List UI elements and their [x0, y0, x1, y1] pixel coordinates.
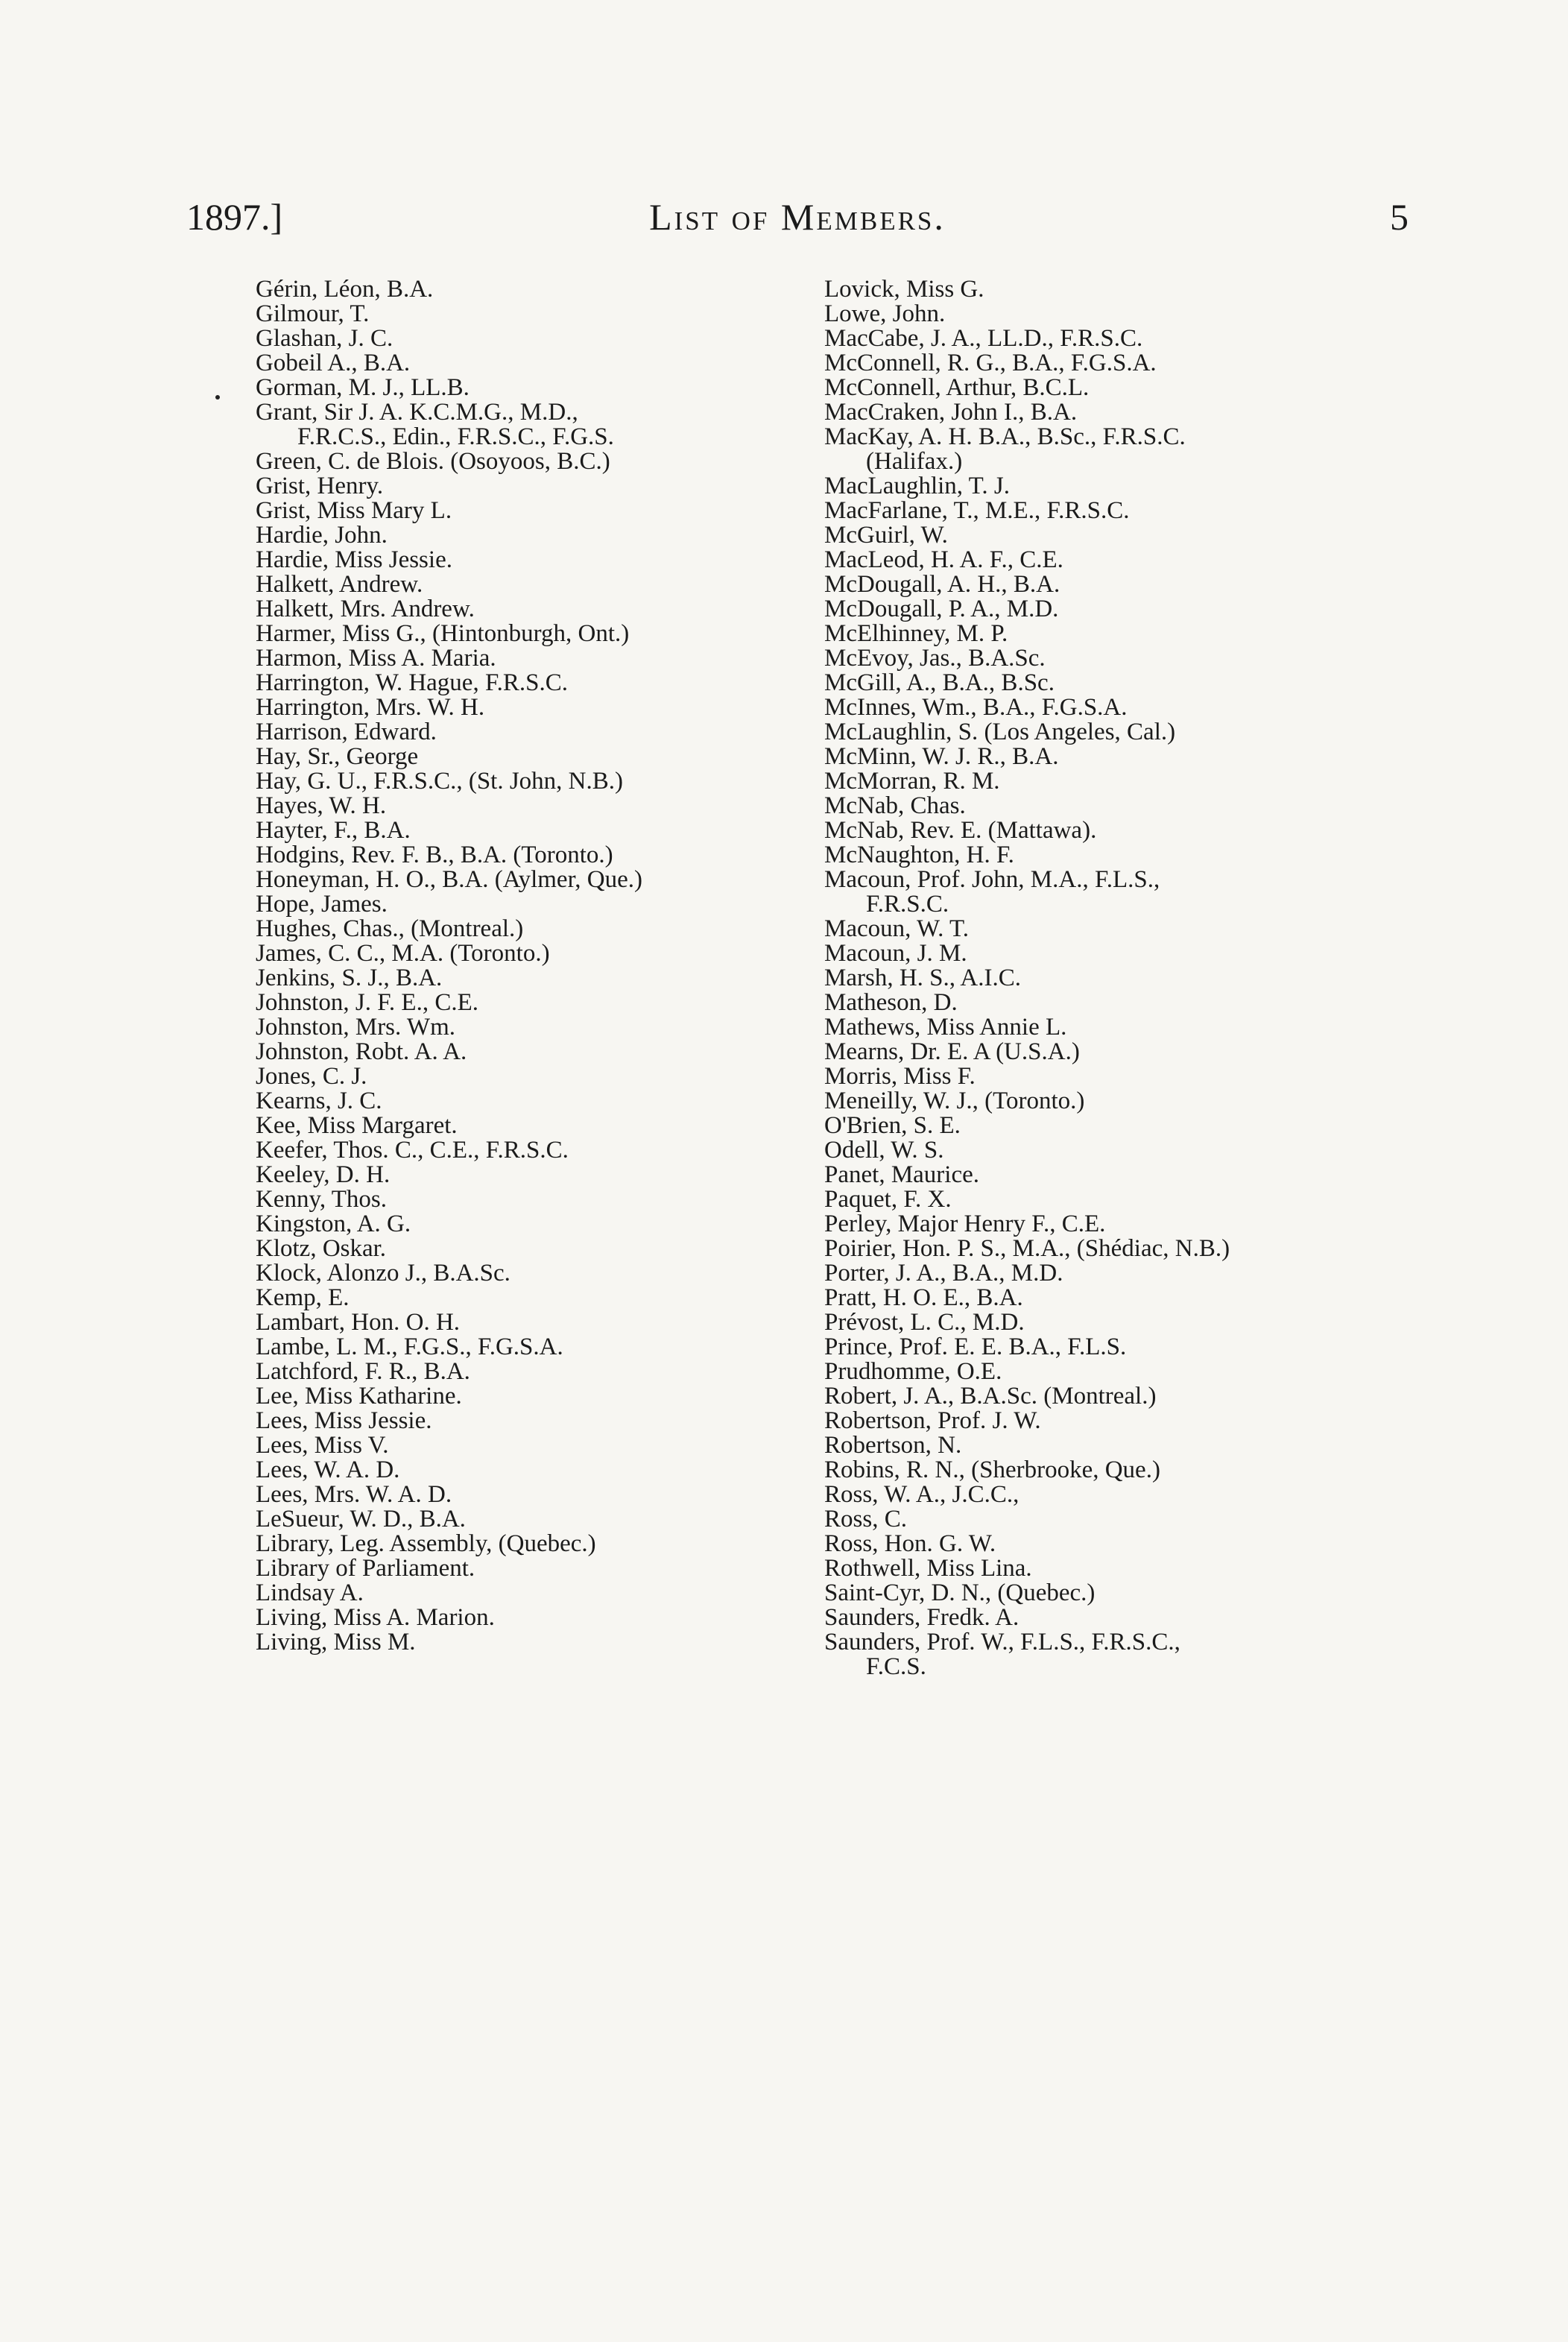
- member-entry: Jenkins, S. J., B.A.: [256, 965, 443, 991]
- member-entry: Latchford, F. R., B.A.: [256, 1358, 470, 1385]
- member-entry: MacCabe, J. A., LL.D., F.R.S.C.: [824, 325, 1143, 352]
- member-entry: Pratt, H. O. E., B.A.: [824, 1284, 1023, 1311]
- member-entry: Kingston, A. G.: [256, 1211, 411, 1237]
- member-entry: McElhinney, M. P.: [824, 620, 1008, 647]
- member-entry: Hardie, John.: [256, 522, 388, 549]
- member-entry: Green, C. de Blois. (Osoyoos, B.C.): [256, 448, 610, 475]
- member-entry: Halkett, Andrew.: [256, 571, 423, 598]
- member-entry: McNab, Chas.: [824, 792, 966, 819]
- member-entry: Matheson, D.: [824, 989, 958, 1016]
- stray-ink-mark: [215, 395, 220, 400]
- members-list-left-column: [256, 277, 822, 1655]
- header-year: 1897.]: [186, 196, 283, 238]
- member-entry: Johnston, J. F. E., C.E.: [256, 989, 478, 1016]
- member-entry: Morris, Miss F.: [824, 1063, 976, 1090]
- member-entry: Living, Miss M.: [256, 1629, 416, 1656]
- member-entry: Klotz, Oskar.: [256, 1235, 387, 1262]
- member-entry: Lees, Mrs. W. A. D.: [256, 1481, 452, 1508]
- member-entry: Lees, Miss V.: [256, 1432, 389, 1459]
- member-entry: McMinn, W. J. R., B.A.: [824, 743, 1059, 770]
- member-entry: Meneilly, W. J., (Toronto.): [824, 1088, 1085, 1114]
- member-entry: Gobeil A., B.A.: [256, 350, 411, 376]
- member-entry: Poirier, Hon. P. S., M.A., (Shédiac, N.B.): [824, 1235, 1230, 1262]
- member-entry: Robertson, N.: [824, 1432, 962, 1459]
- member-entry: Perley, Major Henry F., C.E.: [824, 1211, 1106, 1237]
- member-entry: MacLaughlin, T. J.: [824, 473, 1010, 499]
- member-entry: Prince, Prof. E. E. B.A., F.L.S.: [824, 1333, 1127, 1360]
- member-entry: Lowe, John.: [824, 300, 946, 327]
- member-entry: F.R.C.S., Edin., F.R.S.C., F.G.S.: [297, 423, 614, 450]
- member-entry: Harrington, W. Hague, F.R.S.C.: [256, 669, 569, 696]
- member-entry: Keeley, D. H.: [256, 1161, 391, 1188]
- member-entry: LeSueur, W. D., B.A.: [256, 1506, 466, 1533]
- running-header: [186, 195, 1409, 247]
- member-entry: Lees, Miss Jessie.: [256, 1407, 432, 1434]
- member-entry: McDougall, P. A., M.D.: [824, 596, 1059, 622]
- member-entry: Hardie, Miss Jessie.: [256, 546, 452, 573]
- member-entry: Robertson, Prof. J. W.: [824, 1407, 1041, 1434]
- member-entry: Hayter, F., B.A.: [256, 817, 411, 844]
- member-entry: McEvoy, Jas., B.A.Sc.: [824, 645, 1046, 672]
- member-entry: Kemp, E.: [256, 1284, 350, 1311]
- member-entry: Lees, W. A. D.: [256, 1456, 400, 1483]
- member-entry: Lee, Miss Katharine.: [256, 1383, 462, 1410]
- member-entry: Johnston, Robt. A. A.: [256, 1038, 467, 1065]
- member-entry: McConnell, Arthur, B.C.L.: [824, 374, 1090, 401]
- member-entry: Ross, Hon. G. W.: [824, 1530, 996, 1557]
- member-entry: Mearns, Dr. E. A (U.S.A.): [824, 1038, 1080, 1065]
- member-entry: Prudhomme, O.E.: [824, 1358, 1002, 1385]
- member-entry: Library of Parliament.: [256, 1555, 475, 1582]
- member-entry: Robert, J. A., B.A.Sc. (Montreal.): [824, 1383, 1157, 1410]
- member-entry: Ross, C.: [824, 1506, 907, 1533]
- member-entry: McNaughton, H. F.: [824, 842, 1014, 868]
- member-entry: Library, Leg. Assembly, (Quebec.): [256, 1530, 596, 1557]
- member-entry: Mathews, Miss Annie L.: [824, 1014, 1067, 1041]
- member-entry: (Halifax.): [866, 448, 963, 475]
- member-entry: McConnell, R. G., B.A., F.G.S.A.: [824, 350, 1157, 376]
- member-entry: Lambart, Hon. O. H.: [256, 1309, 461, 1336]
- member-entry: Harmer, Miss G., (Hintonburgh, Ont.): [256, 620, 630, 647]
- member-entry: Klock, Alonzo J., B.A.Sc.: [256, 1260, 510, 1287]
- member-entry: Glashan, J. C.: [256, 325, 393, 352]
- member-entry: O'Brien, S. E.: [824, 1112, 961, 1139]
- member-entry: MacKay, A. H. B.A., B.Sc., F.R.S.C.: [824, 423, 1186, 450]
- member-entry: Harrington, Mrs. W. H.: [256, 694, 485, 721]
- member-entry: Harmon, Miss A. Maria.: [256, 645, 496, 672]
- member-entry: Macoun, Prof. John, M.A., F.L.S.,: [824, 866, 1160, 893]
- member-entry: Grant, Sir J. A. K.C.M.G., M.D.,: [256, 399, 578, 426]
- member-entry: Robins, R. N., (Sherbrooke, Que.): [824, 1456, 1160, 1483]
- member-entry: McMorran, R. M.: [824, 768, 1000, 795]
- member-entry: Ross, W. A., J.C.C.,: [824, 1481, 1019, 1508]
- member-entry: Honeyman, H. O., B.A. (Aylmer, Que.): [256, 866, 642, 893]
- member-entry: McLaughlin, S. (Los Angeles, Cal.): [824, 719, 1176, 745]
- member-entry: MacFarlane, T., M.E., F.R.S.C.: [824, 497, 1130, 524]
- member-entry: Hay, Sr., George: [256, 743, 419, 770]
- member-entry: McDougall, A. H., B.A.: [824, 571, 1060, 598]
- header-title: List of Members.: [649, 196, 946, 238]
- member-entry: Hayes, W. H.: [256, 792, 387, 819]
- member-entry: Prévost, L. C., M.D.: [824, 1309, 1025, 1336]
- member-entry: F.R.S.C.: [866, 891, 949, 918]
- member-entry: MacLeod, H. A. F., C.E.: [824, 546, 1063, 573]
- member-entry: Jones, C. J.: [256, 1063, 367, 1090]
- member-entry: MacCraken, John I., B.A.: [824, 399, 1078, 426]
- member-entry: Harrison, Edward.: [256, 719, 437, 745]
- member-entry: Lambe, L. M., F.G.S., F.G.S.A.: [256, 1333, 563, 1360]
- member-entry: James, C. C., M.A. (Toronto.): [256, 940, 550, 967]
- member-entry: Johnston, Mrs. Wm.: [256, 1014, 455, 1041]
- member-entry: Macoun, W. T.: [824, 915, 970, 942]
- member-entry: Kenny, Thos.: [256, 1186, 387, 1213]
- member-entry: Living, Miss A. Marion.: [256, 1604, 495, 1631]
- member-entry: McInnes, Wm., B.A., F.G.S.A.: [824, 694, 1128, 721]
- member-entry: Porter, J. A., B.A., M.D.: [824, 1260, 1063, 1287]
- member-entry: Hodgins, Rev. F. B., B.A. (Toronto.): [256, 842, 613, 868]
- member-entry: Lovick, Miss G.: [824, 276, 984, 303]
- member-entry: Macoun, J. M.: [824, 940, 967, 967]
- member-entry: F.C.S.: [866, 1653, 926, 1680]
- members-list-right-column: [824, 277, 1413, 1679]
- member-entry: Saunders, Fredk. A.: [824, 1604, 1019, 1631]
- member-entry: Grist, Henry.: [256, 473, 384, 499]
- page-number: 5: [1390, 196, 1409, 238]
- member-entry: Saunders, Prof. W., F.L.S., F.R.S.C.,: [824, 1629, 1180, 1656]
- member-entry: McNab, Rev. E. (Mattawa).: [824, 817, 1097, 844]
- member-entry: Gilmour, T.: [256, 300, 370, 327]
- member-entry: Grist, Miss Mary L.: [256, 497, 452, 524]
- member-entry: Lindsay A.: [256, 1579, 364, 1606]
- member-entry: Paquet, F. X.: [824, 1186, 952, 1213]
- member-entry: Keefer, Thos. C., C.E., F.R.S.C.: [256, 1137, 569, 1164]
- member-entry: McGuirl, W.: [824, 522, 948, 549]
- member-entry: Hughes, Chas., (Montreal.): [256, 915, 524, 942]
- member-entry: Panet, Maurice.: [824, 1161, 980, 1188]
- member-entry: Kee, Miss Margaret.: [256, 1112, 458, 1139]
- member-entry: Gérin, Léon, B.A.: [256, 276, 434, 303]
- member-entry: Gorman, M. J., LL.B.: [256, 374, 470, 401]
- member-entry: Halkett, Mrs. Andrew.: [256, 596, 475, 622]
- member-entry: Kearns, J. C.: [256, 1088, 382, 1114]
- member-entry: Odell, W. S.: [824, 1137, 944, 1164]
- member-entry: Hay, G. U., F.R.S.C., (St. John, N.B.): [256, 768, 624, 795]
- member-entry: Marsh, H. S., A.I.C.: [824, 965, 1022, 991]
- member-entry: Rothwell, Miss Lina.: [824, 1555, 1032, 1582]
- member-entry: Hope, James.: [256, 891, 388, 918]
- member-entry: McGill, A., B.A., B.Sc.: [824, 669, 1055, 696]
- member-entry: Saint-Cyr, D. N., (Quebec.): [824, 1579, 1096, 1606]
